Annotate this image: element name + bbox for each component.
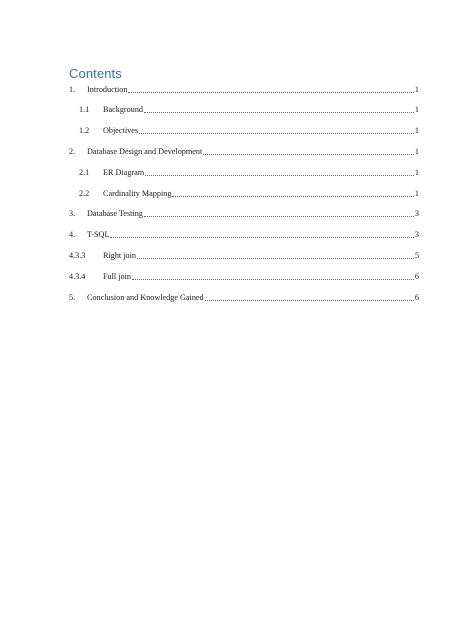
toc-dot-leader — [205, 299, 414, 301]
toc-dot-leader — [128, 91, 413, 93]
toc-entry-page: 1 — [414, 105, 419, 114]
toc-entry-label: Right join — [103, 251, 136, 260]
toc-dot-leader — [144, 215, 414, 217]
toc-entry-full-join[interactable] — [69, 270, 419, 282]
toc-entry-label: Introduction — [87, 85, 128, 94]
toc-entry-page: 1 — [414, 168, 419, 177]
toc-entry-label: T-SQL — [87, 230, 110, 239]
toc-entry-label: Background — [103, 105, 144, 114]
toc-entry-number: 1.1 — [79, 105, 90, 114]
toc-entry-number: 2. — [69, 147, 76, 156]
toc-dot-leader — [145, 174, 414, 176]
toc-entry-number: 4.3.4 — [69, 272, 86, 281]
toc-entry-label: Database Testing — [87, 209, 143, 218]
toc-entry-objectives[interactable] — [69, 124, 419, 136]
toc-dot-leader — [132, 278, 414, 280]
toc-dot-leader — [172, 195, 413, 197]
toc-entry-page: 3 — [414, 230, 419, 239]
toc-entry-number: 4. — [69, 230, 76, 239]
toc-dot-leader — [110, 236, 413, 238]
toc-entry-number: 1.2 — [79, 126, 90, 135]
toc-entry-page: 1 — [414, 147, 419, 156]
toc-entry-number: 5. — [69, 293, 76, 302]
toc-dot-leader — [139, 132, 414, 134]
toc-entry-label: Cardinality Mapping — [103, 189, 172, 198]
toc-entry-cardinality-mapping[interactable] — [69, 187, 419, 199]
toc-title: Contents — [69, 66, 122, 81]
toc-dot-leader — [203, 153, 414, 155]
toc-entry-database-testing[interactable] — [69, 207, 419, 219]
toc-entry-number: 2.1 — [79, 168, 90, 177]
toc-dot-leader — [137, 257, 414, 259]
toc-entry-label: Database Design and Development — [87, 147, 203, 156]
toc-entry-right-join[interactable] — [69, 249, 419, 261]
toc-entry-t-sql[interactable] — [69, 228, 419, 240]
toc-entry-introduction[interactable] — [69, 83, 419, 95]
toc-entry-number: 1. — [69, 85, 76, 94]
toc-entry-label: Objectives — [103, 126, 139, 135]
toc-entry-er-diagram[interactable] — [69, 166, 419, 178]
toc-entry-page: 6 — [414, 293, 419, 302]
toc-entry-number: 3. — [69, 209, 76, 218]
toc-entry-page: 1 — [414, 126, 419, 135]
toc-entry-number: 2.2 — [79, 189, 90, 198]
toc-entry-label: Conclusion and Knowledge Gained — [87, 293, 204, 302]
toc-dot-leader — [144, 111, 414, 113]
toc-entry-page: 3 — [414, 209, 419, 218]
toc-entry-number: 4.3.3 — [69, 251, 86, 260]
toc-entry-page: 1 — [414, 189, 419, 198]
toc-entry-background[interactable] — [69, 103, 419, 115]
toc-entry-database-design[interactable] — [69, 145, 419, 157]
toc-entry-conclusion[interactable] — [69, 291, 419, 303]
toc-entry-page: 6 — [414, 272, 419, 281]
toc-entry-page: 1 — [414, 85, 419, 94]
toc-entry-label: ER Diagram — [103, 168, 145, 177]
toc-entry-page: 5 — [414, 251, 419, 260]
toc-entry-label: Full join — [103, 272, 131, 281]
